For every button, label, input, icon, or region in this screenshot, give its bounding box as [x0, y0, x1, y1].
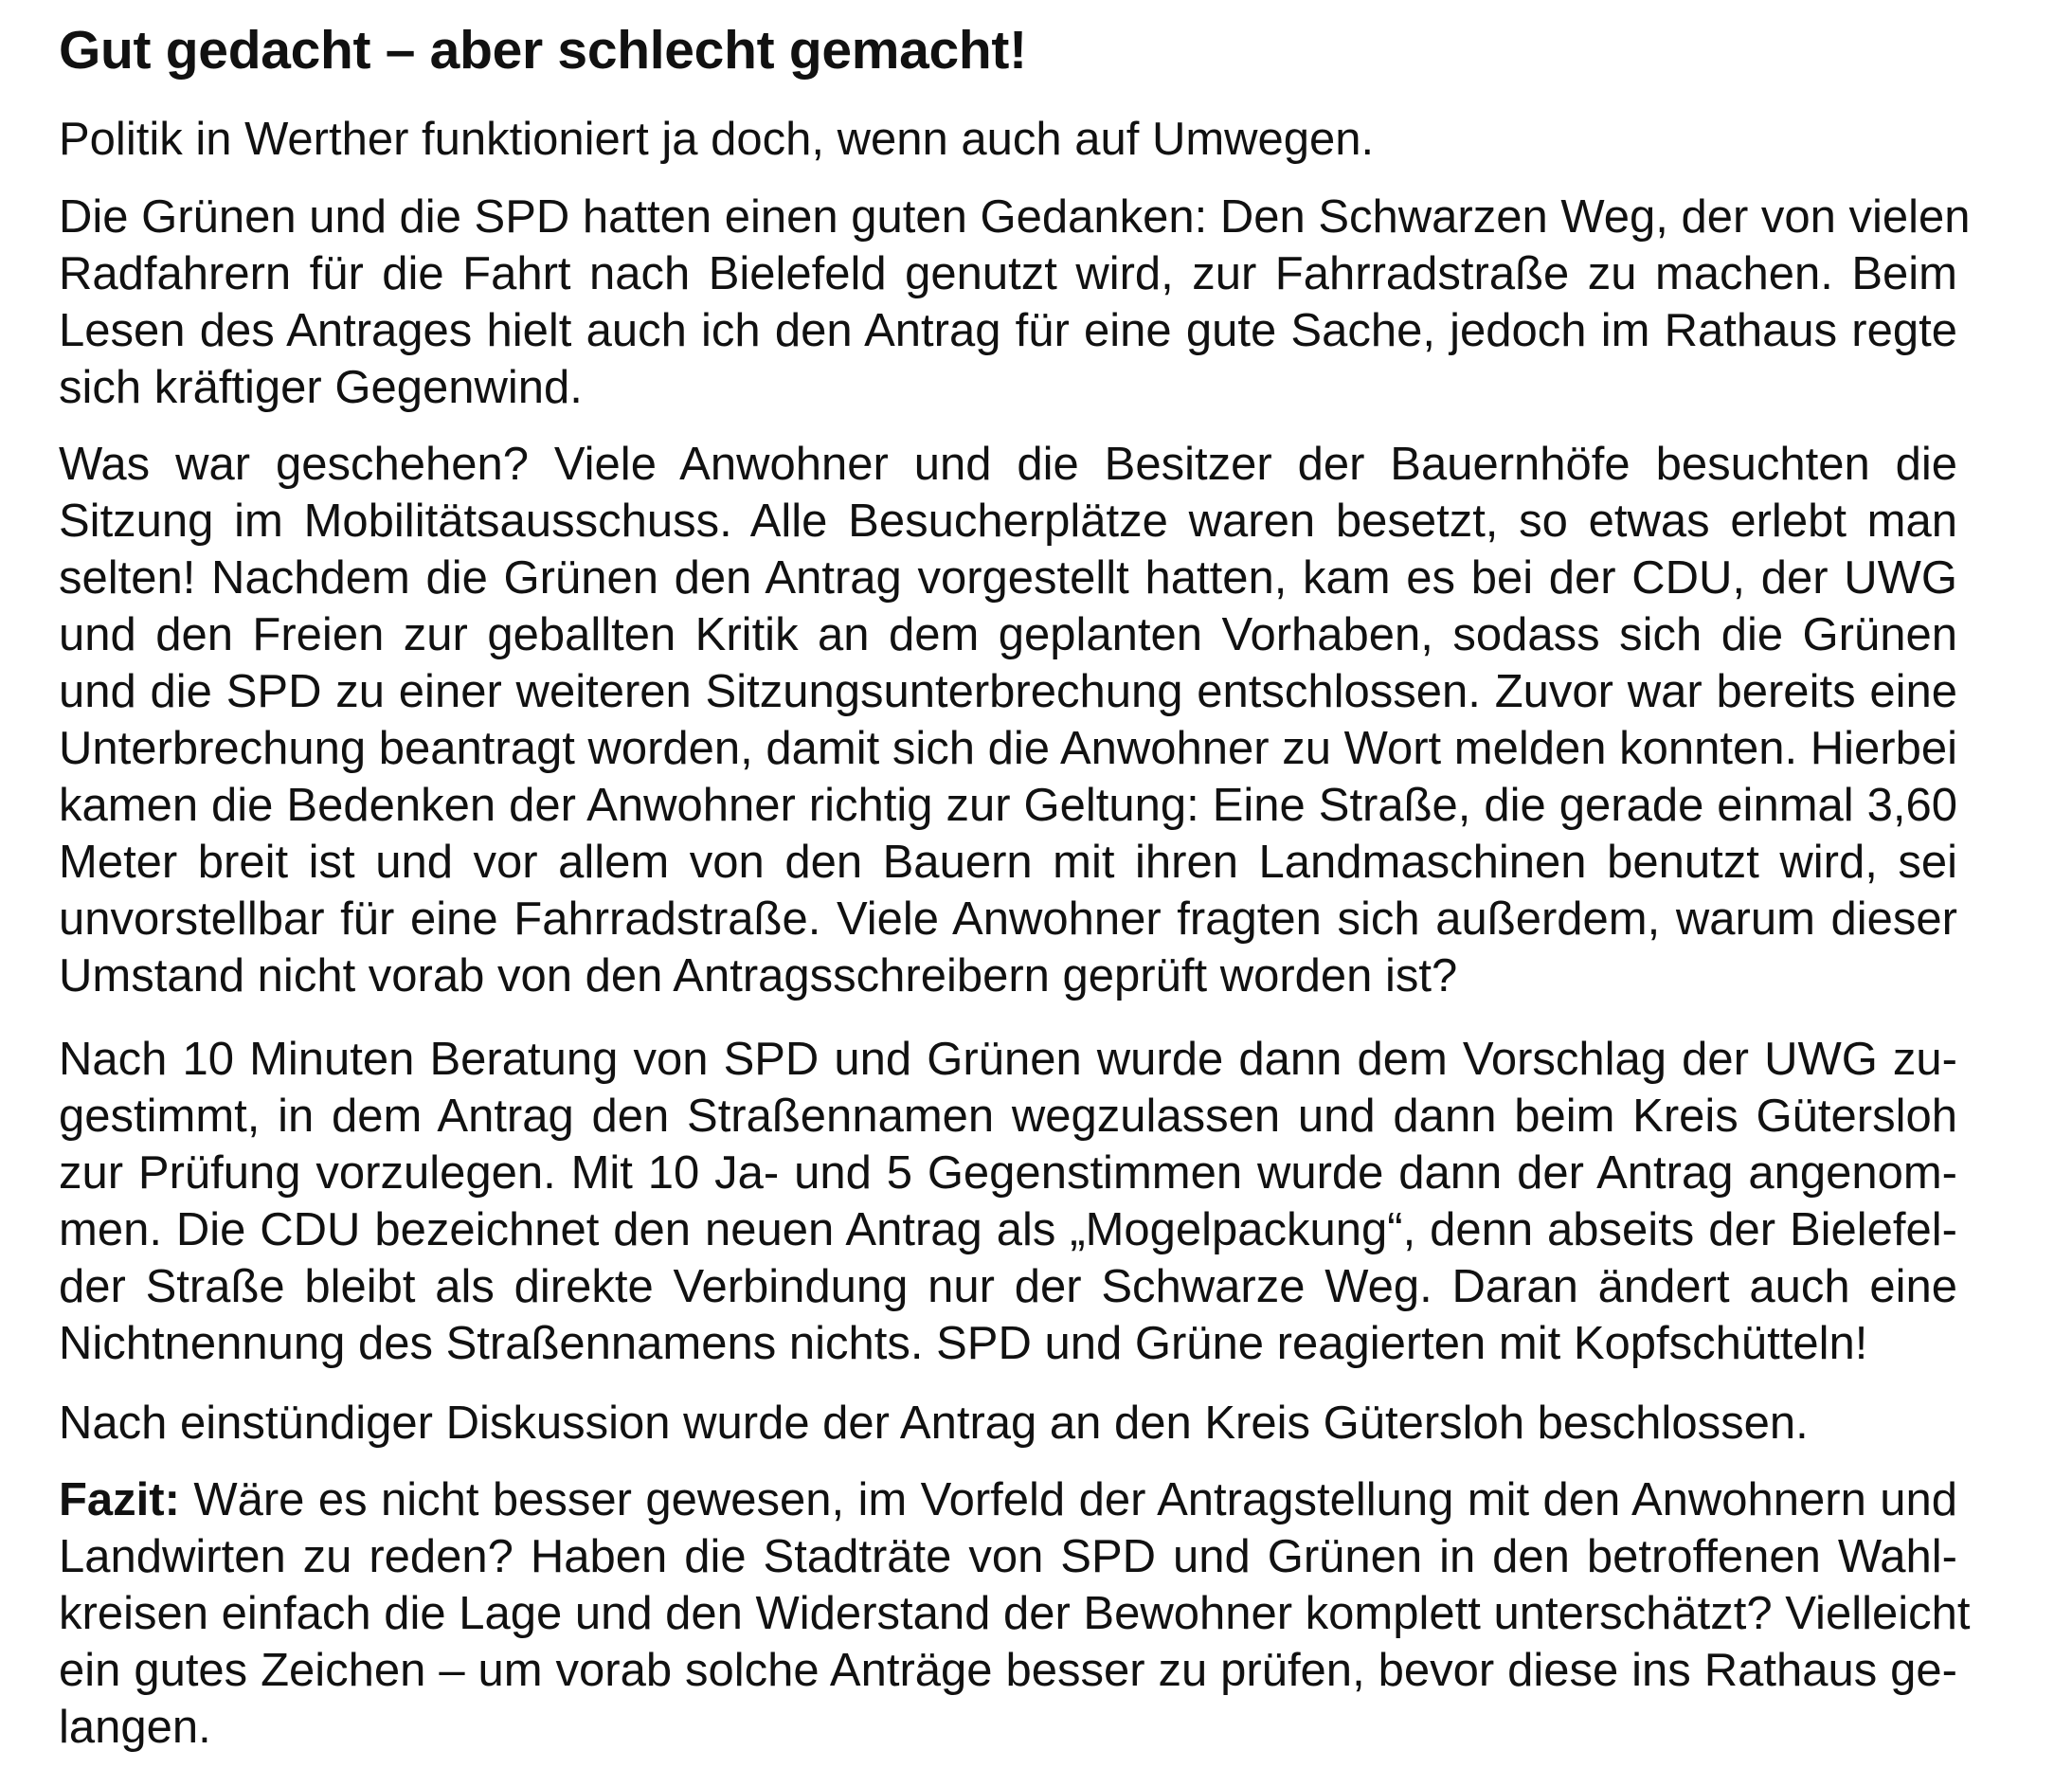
- text-line: Politik in Werther funktioniert ja doch, wenn auch auf Umwegen.: [59, 114, 1375, 165]
- paragraph-meeting: [59, 436, 1957, 1004]
- text-line: der Straße bleibt als direkte Verbindung nur der Schwarze Weg. Daran ändert auch eine: [59, 1261, 1957, 1312]
- paragraph-decision: [59, 1395, 1957, 1452]
- paragraph-conclusion: [59, 1471, 1971, 1756]
- text-line: kreisen einfach die Lage und den Widerstand der Bewohner komplett unterschätzt? Vielleicht: [59, 1588, 1971, 1639]
- text-line: Die Grünen und die SPD hatten einen guten Gedanken: Den Schwarzen Weg, der von vielen: [59, 191, 1971, 243]
- paragraph-vote: [59, 1031, 1957, 1372]
- text-line: Lesen des Antrages hielt auch ich den Antrag für eine gute Sache, jedoch im Rathaus regte: [59, 305, 1957, 356]
- text-line: men. Die CDU bezeichnet den neuen Antrag als „Mogelpackung“, denn abseits der Bielefel-: [59, 1204, 1957, 1255]
- text-line: und den Freien zur geballten Kritik an dem geplanten Vorhaben, sodass sich die Grünen: [59, 609, 1957, 660]
- text-line: [59, 1471, 1957, 1528]
- text-line: Unterbrechung beantragt worden, damit sich die Anwohner zu Wort melden konnten. Hierbei: [59, 723, 1957, 774]
- text-line: zur Prüfung vorzulegen. Mit 10 Ja- und 5 Gegenstimmen wurde dann der Antrag angenom-: [59, 1147, 1957, 1199]
- text-line: Meter breit ist und vor allem von den Bauern mit ihren Landmaschinen benutzt wird, sei: [59, 837, 1957, 888]
- text-line: Radfahrern für die Fahrt nach Bielefeld genutzt wird, zur Fahrradstraße zu machen. Beim: [59, 248, 1957, 299]
- text-line: Nach 10 Minuten Beratung von SPD und Grünen wurde dann dem Vorschlag der UWG zu-: [59, 1034, 1957, 1085]
- text-line: sich kräftiger Gegenwind.: [59, 362, 583, 413]
- text-line: Sitzung im Mobilitätsausschuss. Alle Besucherplätze waren besetzt, so etwas erlebt man: [59, 496, 1957, 547]
- conclusion-label: Fazit:: [59, 1474, 180, 1525]
- paragraph-proposal: [59, 189, 1971, 416]
- text-line: gestimmt, in dem Antrag den Straßennamen wegzulassen und dann beim Kreis Gütersloh: [59, 1091, 1957, 1142]
- paragraph-intro: [59, 111, 1957, 168]
- text-line: Landwirten zu reden? Haben die Stadträte von SPD und Grünen in den betroffenen Wahl-: [59, 1531, 1957, 1582]
- text-line: kamen die Bedenken der Anwohner richtig zur Geltung: Eine Straße, die gerade einmal 3,60: [59, 780, 1957, 831]
- text-line: unvorstellbar für eine Fahrradstraße. Viele Anwohner fragten sich außerdem, warum dieser: [59, 893, 1957, 945]
- text-line: langen.: [59, 1702, 211, 1753]
- text-line: Was war geschehen? Viele Anwohner und die Besitzer der Bauernhöfe besuchten die: [59, 439, 1957, 490]
- text-line: Nach einstündiger Diskussion wurde der Antrag an den Kreis Gütersloh beschlossen.: [59, 1398, 1809, 1449]
- text-line: selten! Nachdem die Grünen den Antrag vorgestellt hatten, kam es bei der CDU, der UWG: [59, 552, 1957, 604]
- article-headline: Gut gedacht – aber schlecht gemacht!: [59, 20, 1027, 81]
- text-line: ein gutes Zeichen – um vorab solche Anträge besser zu prüfen, bevor diese ins Rathaus ge-: [59, 1645, 1957, 1696]
- text-line: Nichtnennung des Straßennamens nichts. SPD und Grüne reagierten mit Kopfschütteln!: [59, 1318, 1868, 1369]
- text-line: Umstand nicht vorab von den Antragsschreibern geprüft worden ist?: [59, 950, 1458, 1001]
- conclusion-text: Wäre es nicht besser gewesen, im Vorfeld der Antragstellung mit den Anwohnern und: [179, 1474, 1957, 1525]
- text-line: und die SPD zu einer weiteren Sitzungsunterbrechung entschlossen. Zuvor war bereits eine: [59, 666, 1957, 717]
